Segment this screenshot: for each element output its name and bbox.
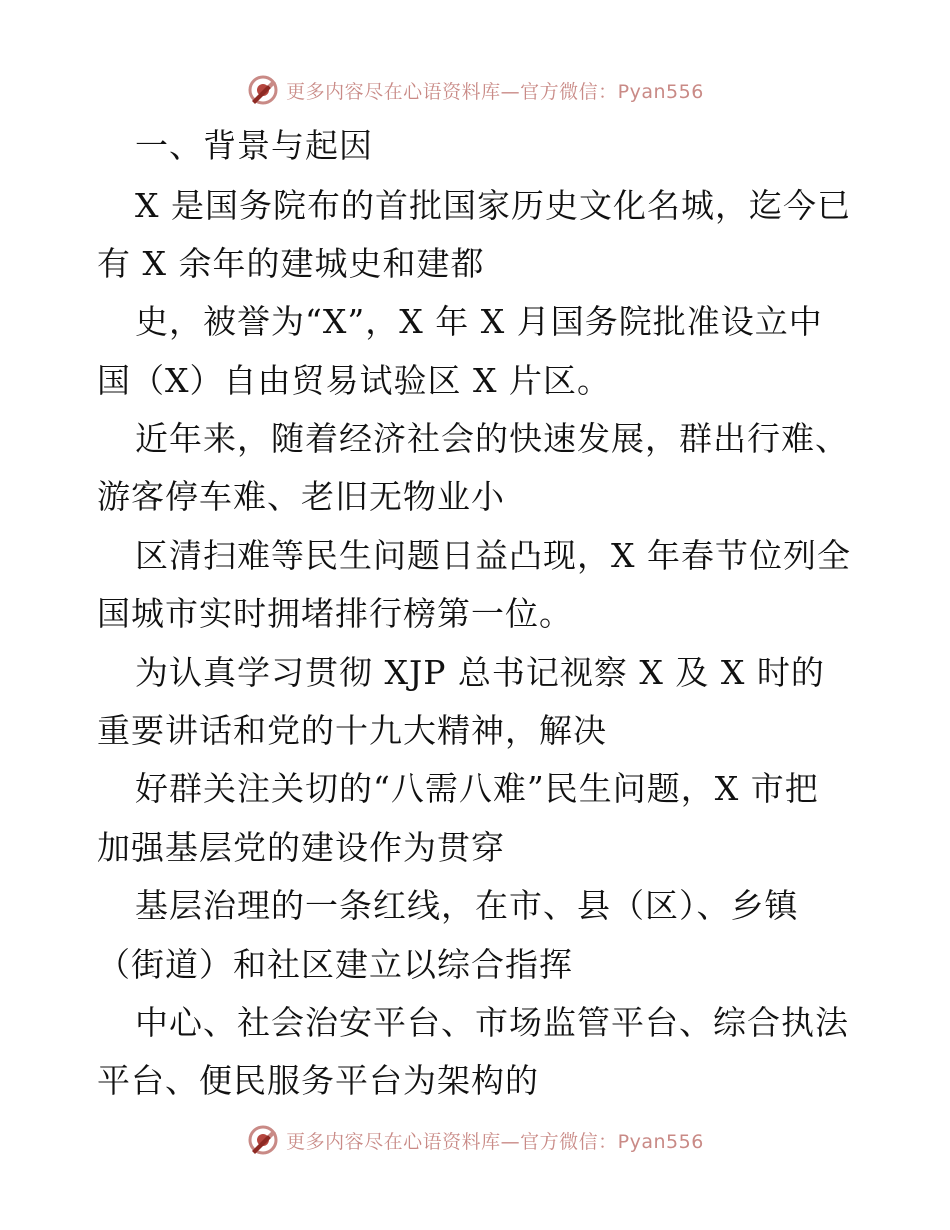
paragraph-line: 国（X）自由贸易试验区 X 片区。 (97, 361, 611, 400)
paragraph-line: 中心、社会治安平台、市场监管平台、综合执法 (135, 1003, 849, 1042)
paragraph-line: 国城市实时拥堵排行榜第一位。 (97, 594, 573, 633)
pen-logo-icon (246, 73, 280, 107)
paragraph-line: 好群关注关切的“八需八难”民生问题，X 市把 (135, 769, 819, 808)
paragraph-line: （街道）和社区建立以综合指挥 (97, 945, 573, 984)
watermark-header (0, 70, 950, 110)
watermark-text: 更多内容尽在心语资料库—官方微信：Pyan556 (286, 80, 704, 103)
watermark-footer (0, 1120, 950, 1160)
paragraph-line: 加强基层党的建设作为贯穿 (97, 828, 505, 867)
paragraph-line: 区清扫难等民生问题日益凸现，X 年春节位列全 (135, 536, 851, 575)
paragraph-line: 史，被誉为“X”，X 年 X 月国务院批准设立中 (135, 302, 823, 341)
watermark-text: 更多内容尽在心语资料库—官方微信：Pyan556 (286, 1130, 704, 1153)
pen-logo-icon (246, 1123, 280, 1157)
paragraph-line: 基层治理的一条红线，在市、县（区）、乡镇 (135, 886, 799, 925)
paragraph-line: X 是国务院布的首批国家历史文化名城，迄今已 (135, 186, 851, 225)
heading-background: 一、背景与起因 (135, 126, 373, 165)
paragraph-line: 平台、便民服务平台为架构的 (97, 1061, 539, 1100)
paragraph-line: 重要讲话和党的十九大精神，解决 (97, 711, 607, 750)
paragraph-line: 游客停车难、老旧无物业小 (97, 477, 505, 516)
paragraph-line: 为认真学习贯彻 XJP 总书记视察 X 及 X 时的 (135, 653, 825, 692)
paragraph-line: 近年来，随着经济社会的快速发展，群出行难、 (135, 419, 849, 458)
paragraph-line: 有 X 余年的建城史和建都 (97, 244, 485, 283)
